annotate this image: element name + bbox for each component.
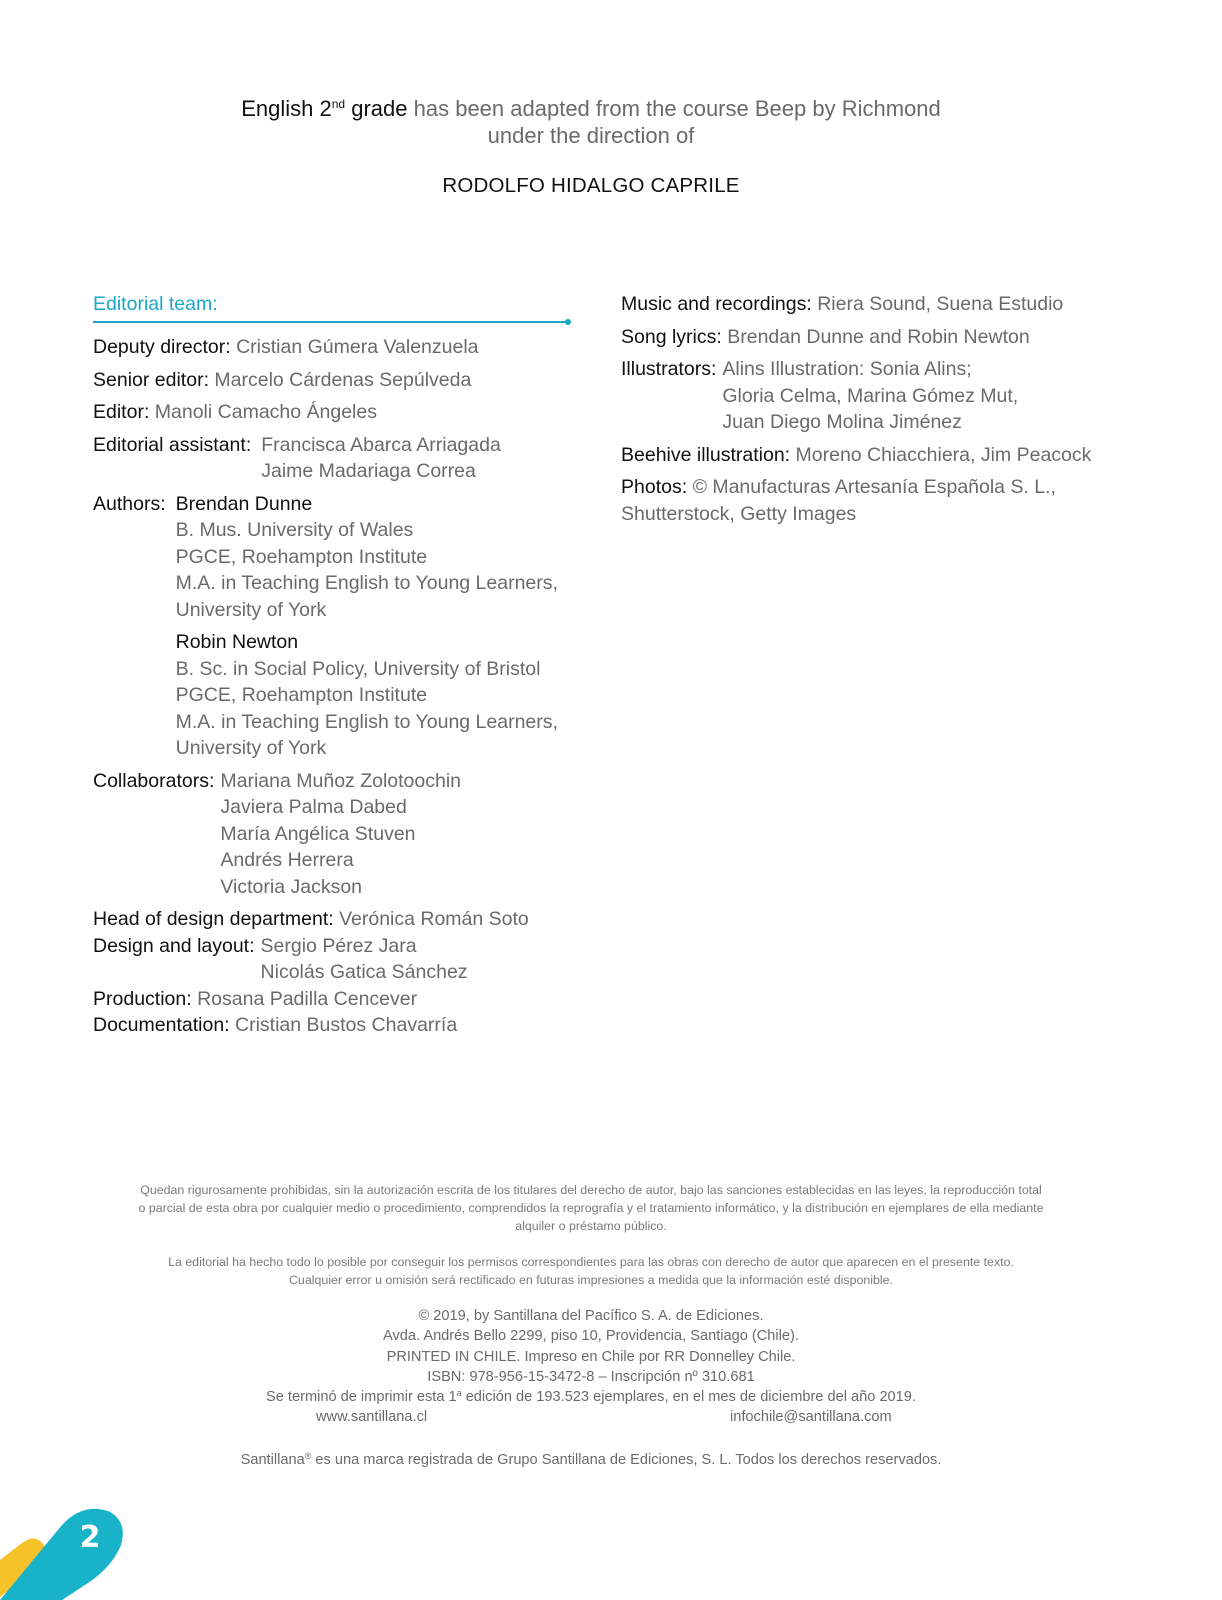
design-head-label: Head of design department: (93, 908, 334, 930)
editorial-assistant-value: Jaime Madariaga Correa (261, 460, 476, 482)
authors-label: Authors: (93, 492, 166, 515)
song-lyrics-entry (621, 324, 1141, 351)
song-lyrics-label: Song lyrics: (621, 325, 722, 348)
music-entry (621, 291, 1141, 318)
email-link[interactable]: infochile@santillana.com (730, 1409, 892, 1426)
divider-dot (565, 319, 571, 325)
contact-line (0, 1407, 1182, 1427)
editorial-assistant-value: Francisca Abarca Arriagada (261, 433, 501, 456)
illustrators-label: Illustrators: (621, 358, 717, 380)
printed-line: PRINTED IN CHILE. Impreso en Chile por RR Donnelley Chile. (386, 1348, 796, 1365)
photos-label: Photos: (621, 476, 688, 498)
course-name: English 2 (241, 96, 332, 121)
photos-value: © Manufacturas Artesanía Española S. L., (692, 476, 1056, 498)
production-label: Production: (93, 987, 192, 1010)
music-value: Riera Sound, Suena Estudio (817, 293, 1064, 315)
course-grade: grade (351, 96, 408, 121)
design-head-value: Verónica Román Soto (339, 908, 529, 930)
intro-line-2: under the direction of (487, 123, 695, 148)
copyright-line: © 2019, by Santillana del Pacífico S. A. de Ediciones. (418, 1308, 764, 1324)
editor-value: Manoli Camacho Ángeles (154, 401, 377, 423)
author-name: Brendan Dunne (175, 492, 313, 515)
address-line: Avda. Andrés Bello 2299, piso 10, Providencia, Santiago (Chile). (383, 1328, 799, 1345)
production-value: Rosana Padilla Cencever (197, 987, 418, 1010)
collaborators-entry (93, 768, 573, 901)
edition-text: Se terminó de imprimir esta 1 (266, 1389, 457, 1406)
course-superscript: nd (331, 97, 346, 111)
illustrators-value: Gloria Celma, Marina Gómez Mut, (722, 384, 1019, 407)
design-head-entry (93, 906, 573, 933)
design-layout-value: Sergio Pérez Jara (260, 934, 417, 957)
illustrators-value: Juan Diego Molina Jiménez (722, 411, 962, 433)
trademark-text: es una marca registrada de Grupo Santillana de Ediciones, S. L. Todos los derechos reservados. (311, 1452, 942, 1468)
editorial-assistant-label: Editorial assistant: (93, 433, 252, 456)
legal-line: alquiler o préstamo público. (515, 1219, 667, 1233)
photos-value: Shutterstock, Getty Images (621, 502, 857, 525)
author-credential: B. Sc. in Social Policy, University of Bristol (175, 657, 541, 680)
deputy-director-label: Deputy director: (93, 336, 231, 358)
authors-entry (93, 491, 573, 762)
edition-superscript: a (456, 1388, 462, 1399)
page-number-badge (0, 1505, 130, 1600)
author-credential: PGCE, Roehampton Institute (175, 545, 428, 568)
collaborator-name: Mariana Muñoz Zolotoochin (220, 769, 462, 792)
editorial-divider (93, 321, 567, 323)
music-label: Music and recordings: (621, 293, 812, 315)
website-link[interactable]: www.santillana.cl (316, 1409, 428, 1426)
senior-editor-entry (93, 367, 573, 394)
production-entry (93, 986, 573, 1013)
illustrators-value: Alins Illustration: Sonia Alins; (722, 358, 972, 380)
collaborator-name: Victoria Jackson (220, 875, 363, 898)
photos-entry (621, 474, 1141, 527)
deputy-director-entry (93, 334, 573, 361)
illustrators-entry (621, 356, 1141, 436)
senior-editor-label: Senior editor: (93, 368, 209, 391)
editorial-team-column (93, 291, 573, 1039)
deputy-director-value: Cristian Gúmera Valenzuela (236, 336, 479, 358)
legal-line: o parcial de esta obra por cualquier medio o procedimiento, comprendidos la reprografía y el tratamiento informático, y la distribución en ejemplares de ella mediante (138, 1201, 1044, 1215)
trademark-text: Santillana (240, 1452, 305, 1468)
legal-line: La editorial ha hecho todo lo posible por conseguir los permisos correspondientes para las obras con derecho de autor que aparecen en el presente texto. (168, 1255, 1014, 1269)
author-credential: M.A. in Teaching English to Young Learners, (175, 572, 558, 594)
intro-block (0, 95, 1182, 149)
trademark-line (0, 1452, 1182, 1468)
collaborator-name: Andrés Herrera (220, 849, 354, 871)
author-credential: B. Mus. University of Wales (175, 519, 414, 541)
documentation-label: Documentation: (93, 1014, 230, 1036)
edition-text: edición de 193.523 ejemplares, en el mes de diciembre del año 2019. (461, 1389, 916, 1406)
imprint-block (0, 1306, 1182, 1427)
collaborator-name: Javiera Palma Dabed (220, 796, 407, 818)
author-credential: University of York (175, 737, 327, 759)
design-layout-label: Design and layout: (93, 934, 255, 957)
beehive-value: Moreno Chiacchiera, Jim Peacock (795, 443, 1092, 466)
collaborators-label: Collaborators: (93, 769, 215, 792)
beehive-label: Beehive illustration: (621, 443, 791, 466)
editor-entry (93, 399, 573, 426)
legal-line: Quedan rigurosamente prohibidas, sin la autorización escrita de los titulares del derecho de autor, bajo las sanciones establecidas en las leyes, la reproducción total (140, 1183, 1042, 1197)
author-credential: PGCE, Roehampton Institute (175, 684, 428, 706)
isbn-line: ISBN: 978-956-15-3472-8 – Inscripción nº 310.681 (427, 1368, 755, 1385)
course-adapted-text: has been adapted from the course Beep by Richmond (407, 96, 941, 121)
intro-line-1 (0, 95, 1182, 122)
documentation-value: Cristian Bustos Chavarría (235, 1014, 458, 1036)
design-layout-value: Nicolás Gatica Sánchez (260, 961, 468, 983)
legal-notice (100, 1181, 1082, 1235)
page-number: 2 (79, 1520, 101, 1555)
author-name: Robin Newton (175, 631, 299, 653)
director-name: RODOLFO HIDALGO CAPRILE (442, 174, 740, 197)
credits-column (621, 291, 1141, 533)
beehive-entry (621, 442, 1141, 469)
author-credential: University of York (175, 598, 327, 621)
collaborator-name: María Angélica Stuven (220, 822, 416, 845)
design-layout-entry (93, 933, 573, 986)
registered-mark: ® (304, 1451, 312, 1461)
permissions-notice (100, 1253, 1082, 1289)
edition-line (0, 1387, 1182, 1407)
editor-label: Editor: (93, 401, 150, 423)
legal-line: Cualquier error u omisión será rectificado en futuras impresiones a medida que la información esté disponible. (288, 1273, 893, 1287)
editorial-team-title: Editorial team: (93, 293, 218, 315)
song-lyrics-value: Brendan Dunne and Robin Newton (727, 325, 1030, 348)
editorial-assistant-entry (93, 432, 573, 485)
author-credential: M.A. in Teaching English to Young Learners, (175, 710, 558, 733)
senior-editor-value: Marcelo Cárdenas Sepúlveda (214, 368, 472, 391)
documentation-entry (93, 1012, 573, 1039)
